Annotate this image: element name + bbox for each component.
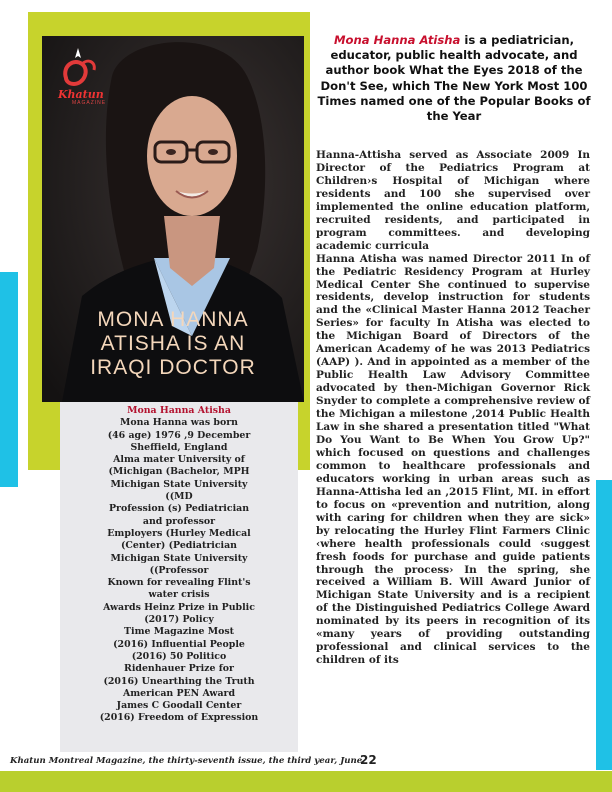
- infobox-line: (2016) 50 Politico: [131, 650, 227, 662]
- caption-line: ATISHA IS AN: [100, 332, 246, 355]
- article-headline: [312, 33, 596, 124]
- infobox-line: and professor: [142, 515, 216, 527]
- infobox-line: Alma mater University of: [113, 454, 245, 466]
- body-paragraph: Hanna-Attisha served as Associate 2009 In Director of the Pediatrics Program at Children›s Hospital of Michigan where residents and 100 she supervised over implemented the online education platform, recruited residents, and participated in program committees. and developing academic curricula: [316, 149, 590, 252]
- logo-wordmark: Khatun: [58, 88, 104, 101]
- page-number: 22: [360, 753, 377, 767]
- caption-line: MONA HANNA: [97, 308, 249, 331]
- infobox-line: Profession (s) Pediatrician: [108, 503, 250, 515]
- footer-issue-text: Khatun Montreal Magazine, the thirty-seventh issue, the third year, June: [10, 756, 363, 766]
- photo-caption: [42, 308, 304, 380]
- infobox-line: (46 age) 1976 ,9 December: [107, 429, 251, 441]
- infobox-line: (2016) Influential People: [113, 638, 245, 650]
- headline-name: Mona Hanna Atisha: [334, 33, 461, 47]
- infobox-title: Mona Hanna Atisha: [127, 405, 231, 416]
- infobox-line: (2017) Policy: [144, 614, 214, 626]
- infobox-line: Sheffield, England: [130, 441, 228, 453]
- infobox-line: Michigan State University: [110, 478, 248, 490]
- infobox-line: ((Professor: [149, 564, 209, 576]
- infobox-line: Ridenhauer Prize for: [124, 663, 234, 675]
- article-body: [316, 149, 590, 667]
- cyan-accent-left: [0, 272, 18, 487]
- infobox-line: American PEN Award: [122, 687, 236, 699]
- infobox-line: (2016) Unearthing the Truth: [103, 675, 255, 687]
- logo-subtext: MAGAZINE: [72, 100, 107, 106]
- infobox-line: ((MD: [165, 491, 193, 503]
- infobox-line: Mona Hanna was born: [120, 417, 238, 429]
- portrait-photo: [42, 36, 304, 402]
- infobox-line: Employers (Hurley Medical: [107, 527, 251, 539]
- caption-line: IRAQI DOCTOR: [90, 356, 256, 379]
- body-paragraph: Hanna Atisha was named Director 2011 In of the Pediatric Residency Program at Hurley Medical Center She continued to supervise residents, develop instruction for students and the «Clinical Master Hanna 2012 Teacher Series» for faculty In Atisha was elected to the Michigan Board of Directors of the American Academy of he was 2013 Pediatrics (AAP) ). And in appointed as a member of the Public Health Law Advisory Committee advocated by then-Michigan Governor Rick Snyder to complete a comprehensive review of the Michigan a milestone ,2014 Public Health Law in she shared a presentation titled "What Do You Want to Be When You Grow Up?" which focused on questions and challenges common to healthcare professionals and educators working in urban areas such as Hanna-Attisha led an ,2015 Flint, MI. in effort to focus on «prevention and nutrition, along with caring for children when they are sick» by relocating the Hurley Flint Farmers Clinic ‹where health professionals could ‹suggest fresh foods for purchase and guide patients through the process› In the spring, she received a William B. Will Award Junior of Michigan State University and is a recipient of the Distinguished Pediatrics College Award nominated by its peers in recognition of its «many years of providing outstanding professional and clinical services to the children of its: [316, 252, 590, 667]
- cyan-accent-right: [596, 480, 612, 770]
- infobox-line: water crisis: [148, 589, 210, 601]
- infobox-line: Michigan State University: [110, 552, 248, 564]
- infobox-line: (2016) Freedom of Expression: [99, 712, 259, 724]
- footer-bar: [0, 771, 612, 792]
- infobox-line: (Michigan (Bachelor, MPH: [108, 466, 250, 478]
- infobox-line: Known for revealing Flint's: [107, 577, 251, 589]
- biography-infobox: [60, 405, 298, 725]
- infobox-line: James C Goodall Center: [116, 700, 242, 712]
- headline-text: is a pediatrician, educator, public health advocate, and author book What the Eyes 2018 of the Don't See, which The New York Most 100 Times named one of the Popular Books of the Year: [317, 33, 591, 124]
- infobox-line: Time Magazine Most: [124, 626, 234, 638]
- infobox-line: Awards Heinz Prize in Public: [103, 601, 255, 613]
- infobox-line: (Center) (Pediatrician: [121, 540, 237, 552]
